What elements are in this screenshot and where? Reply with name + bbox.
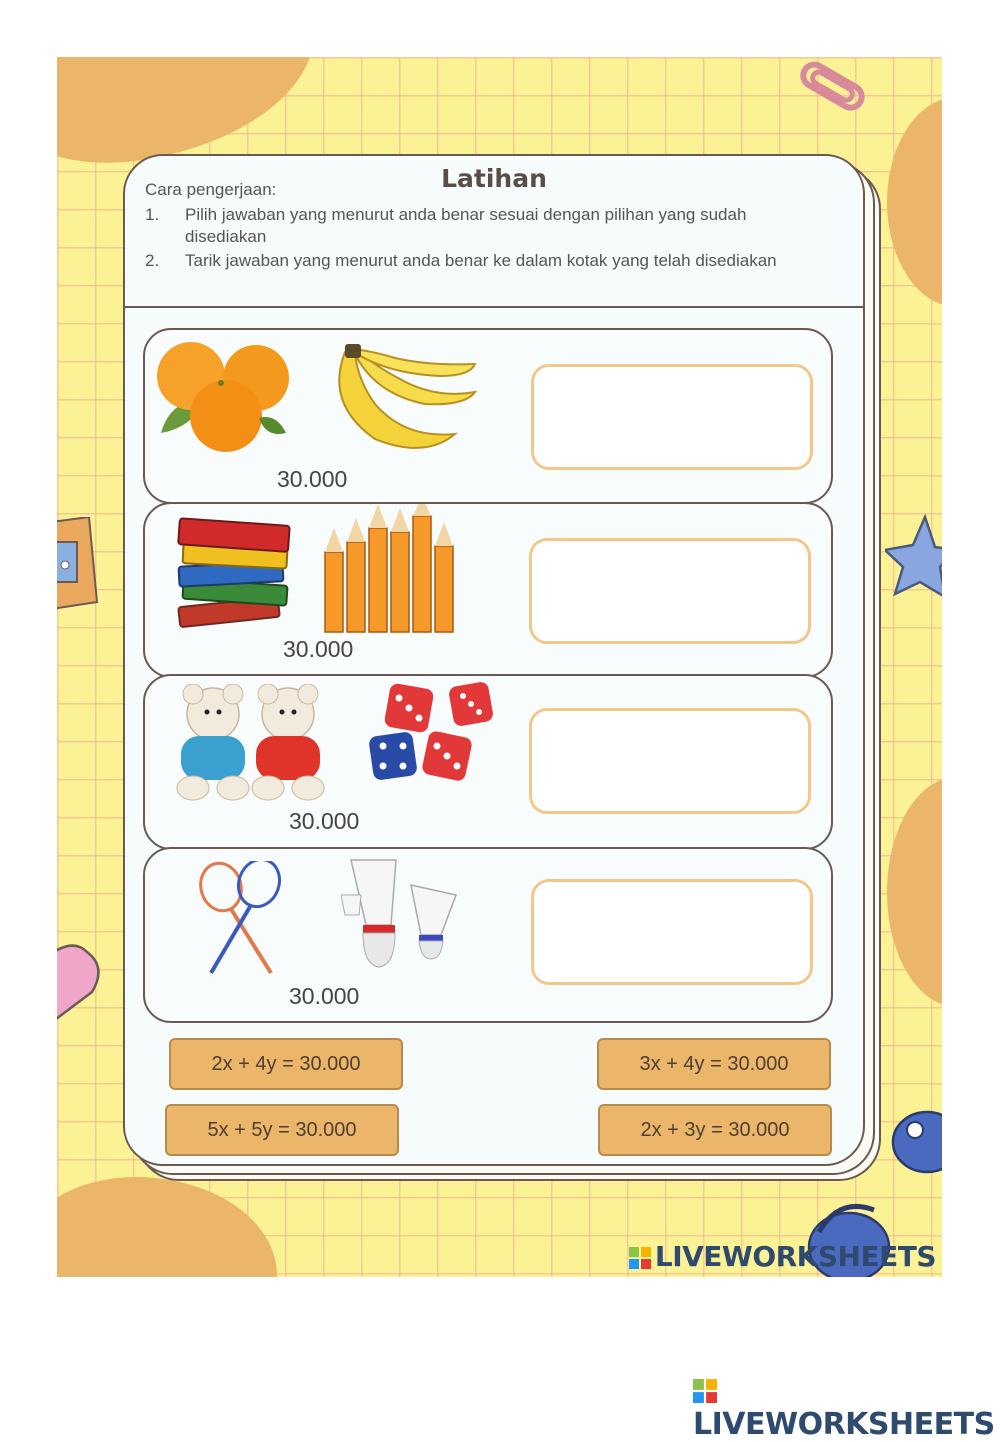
teddy-bears-icon [163,684,343,802]
pencils-icon [323,504,463,634]
answer-option[interactable]: 3x + 4y = 30.000 [597,1038,831,1090]
answer-drop-box[interactable] [529,538,811,644]
orange-icon [151,338,291,453]
instruction-item [145,204,825,248]
sharpener-icon [57,517,101,612]
instruction-text: Tarik jawaban yang menurut anda benar ke dalam kotak yang telah disediakan [185,251,777,270]
answer-option[interactable]: 2x + 4y = 30.000 [169,1038,403,1090]
price-label: 30.000 [289,808,360,834]
decor-blob-mid-right [887,777,942,1007]
question-row [143,847,833,1023]
liveworksheets-footer-logo [693,1372,1000,1442]
star-icon [885,512,942,602]
page-title: Latihan [441,164,547,193]
question-row [143,328,833,504]
liveworksheets-logo [629,1240,936,1273]
decor-blob-top-right [887,97,942,307]
answer-drop-box[interactable] [529,708,811,814]
exercise-card [123,154,865,1166]
price-label: 30.000 [283,636,354,662]
shuttlecock-icon [341,855,466,975]
instruction-number: 1. [145,205,160,224]
worksheet-page [57,57,942,1277]
instruction-item [145,250,825,272]
answer-option[interactable]: 5x + 5y = 30.000 [165,1104,399,1156]
question-row [143,502,833,678]
logo-text: LIVEWORKSHEETS [654,1240,936,1273]
answer-drop-box[interactable] [531,364,813,470]
card-header [125,156,863,308]
instruction-text: Pilih jawaban yang menurut anda benar sesuai dengan pilihan yang sudah disediakan [185,205,747,246]
logo-squares-icon [693,1379,717,1403]
dice-icon [367,682,497,787]
books-icon [173,512,298,637]
price-label: 30.000 [277,466,348,492]
binder-clip-icon [887,1102,942,1192]
logo-text: LIVEWORKSHEETS [693,1407,995,1442]
answer-drop-box[interactable] [531,879,813,985]
decor-blob-bottom-left [57,1177,277,1277]
banana-icon [315,344,480,454]
question-row [143,674,833,850]
price-label: 30.000 [289,983,360,1009]
logo-squares-icon [629,1247,651,1269]
instruction-number: 2. [145,251,160,270]
paperclip-icon [792,57,872,117]
answer-option[interactable]: 2x + 3y = 30.000 [598,1104,832,1156]
heart-icon [57,937,107,1027]
instructions-label: Cara pengerjaan: [145,180,277,199]
badminton-racket-icon [197,861,287,979]
